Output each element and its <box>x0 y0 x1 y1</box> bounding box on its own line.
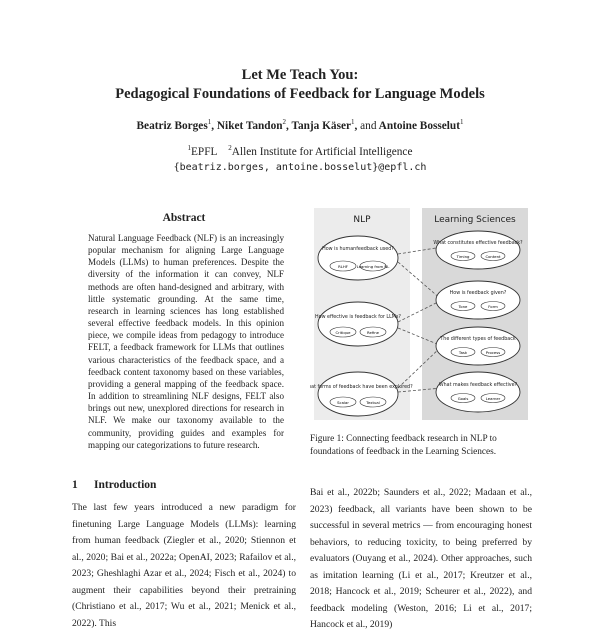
nlp-panel-title: NLP <box>353 215 371 225</box>
bubble-answer: Refine <box>367 330 379 335</box>
ls-bubble-4 <box>436 372 520 412</box>
figure-1-diagram <box>310 206 532 422</box>
author-affil-mark: 1 <box>351 118 355 126</box>
bubble-question: How is humanfeedback used? <box>322 247 394 252</box>
bubble-question: How is feedback given? <box>449 291 507 296</box>
section-number: 1 <box>72 479 78 491</box>
abstract-heading: Abstract <box>162 212 206 224</box>
bubble-question: How effective is feedback for LLMs? <box>315 315 401 320</box>
paper-title-line-1: Let Me Teach You: <box>241 67 359 83</box>
bubble-question: What constitutes effective feedback? <box>433 241 523 246</box>
author-affil-mark: 1 <box>207 118 212 126</box>
author-affil-mark: 2 <box>282 118 287 126</box>
bubble-answer: Task <box>458 350 468 355</box>
bubble-answer: Process <box>485 350 501 355</box>
author-conjunction: and <box>360 120 377 132</box>
bubble-answer: Goals <box>457 396 469 401</box>
bubble-answer: Timing <box>456 254 470 259</box>
bubble-question: The different types of feedback <box>440 337 516 342</box>
author-list: Beatriz Borges$^1$, Niket Tandon$^2$, Tanja Käser$^1$, and Antoine Bosselut$^1$ <box>136 118 464 132</box>
affil-number: 1 <box>187 144 192 152</box>
ls-bubble-2 <box>436 281 520 319</box>
bubble-answer: Critique <box>335 330 351 335</box>
author-name: Beatriz Borges <box>136 120 208 132</box>
intro-text-col2: Bai et al., 2022b; Saunders et al., 2022; Madaan et al., 2023) feedback, all variants have been shown to be successful in several metrics — from encouraging honest behaviors, to reducing toxicity, to being preferred by evaluators (Ouyang et al., 2024). Other approaches, such as imitation learning (Li et al., 2017; Kreutzer et al., 2018; Hancock et al., 2019; Scheurer et al., 2022), and feedback modeling (Weston, 2016; Li et al., 2017; Hancock et al., 2019) <box>310 487 532 630</box>
section-title: Introduction <box>94 479 157 491</box>
bubble-answer: Content <box>485 254 501 259</box>
author-name: Antoine Bosselut <box>378 120 460 132</box>
bubble-answer: Scalar <box>337 400 349 405</box>
author-emails: {beatriz.borges, antoine.bosselut}@epfl.ch <box>173 162 427 173</box>
bubble-question: What forms of feedback have been explored? <box>310 385 413 390</box>
figure-1-caption: Figure 1: Connecting feedback research in NLP to foundations of feedback in the Learning Sciences. <box>310 434 497 457</box>
author-name: Niket Tandon <box>216 120 283 132</box>
section-heading <box>72 479 156 491</box>
author-affil-mark: 1 <box>459 118 464 126</box>
author-name: Tanja Käser <box>291 120 351 132</box>
affiliations <box>0 146 600 158</box>
ls-bubble-3 <box>436 327 520 365</box>
abstract-text: Natural Language Feedback (NLF) is an increasingly popular mechanism for aligning Large Language Models (LLMs) to human preferences. Despite the diversity of the information it can convey, NLF methods are often hand-designed and arbitrary, with little systematic grounding. At the same time, research in learning sciences has long established several effective feedback models. In this opinion piece, we compile ideas from pedagogy to introduce FELT, a feedback framework for LLMs that outlines various characteristics of the feedback space, and a feedback content taxonomy based on these variables, providing a general mapping of the feedback space. In addition to streamlining NLF designs, FELT also brings out new, unexplored directions for research in NLF. We make our taxonomy available to the community, providing guides and examples for mapping our categorizations to future research. <box>88 233 284 450</box>
bubble-answer: Learner <box>485 396 501 401</box>
bubble-answer: Tone <box>458 304 468 309</box>
paper-title-line-2: Pedagogical Foundations of Feedback for Language Models <box>115 86 485 102</box>
bubble-answer: Learning from NL <box>356 264 390 269</box>
affil-number: 2 <box>228 144 232 152</box>
bubble-question: What makes feedback effective? <box>438 383 518 388</box>
bubble-answer: Textual <box>366 400 380 405</box>
affil-name: Allen Institute for Artificial Intelligence <box>231 146 413 158</box>
bubble-answer: Form <box>488 304 498 309</box>
affil-name: EPFL <box>191 146 217 158</box>
nlp-bubble-1 <box>318 236 398 280</box>
intro-text-col1: The last few years introduced a new paradigm for finetuning Large Language Models (LLMs): learning from human feedback (Ziegler et al., 2020; Stiennon et al., 2020; Bai et al., 2022a; OpenAI, 2023; Rafailov et al., 2023; Gheshlaghi Azar et al., 2024; Fisch et al., 2024) to augment their capabilities beyond their pretraining (Christiano et al., 2017; Wu et al., 2021; Menick et al., 2022). This <box>72 502 296 629</box>
ls-panel-title: Learning Sciences <box>434 215 516 225</box>
bubble-answer: RLHF <box>338 264 348 269</box>
figure-1 <box>310 206 532 422</box>
